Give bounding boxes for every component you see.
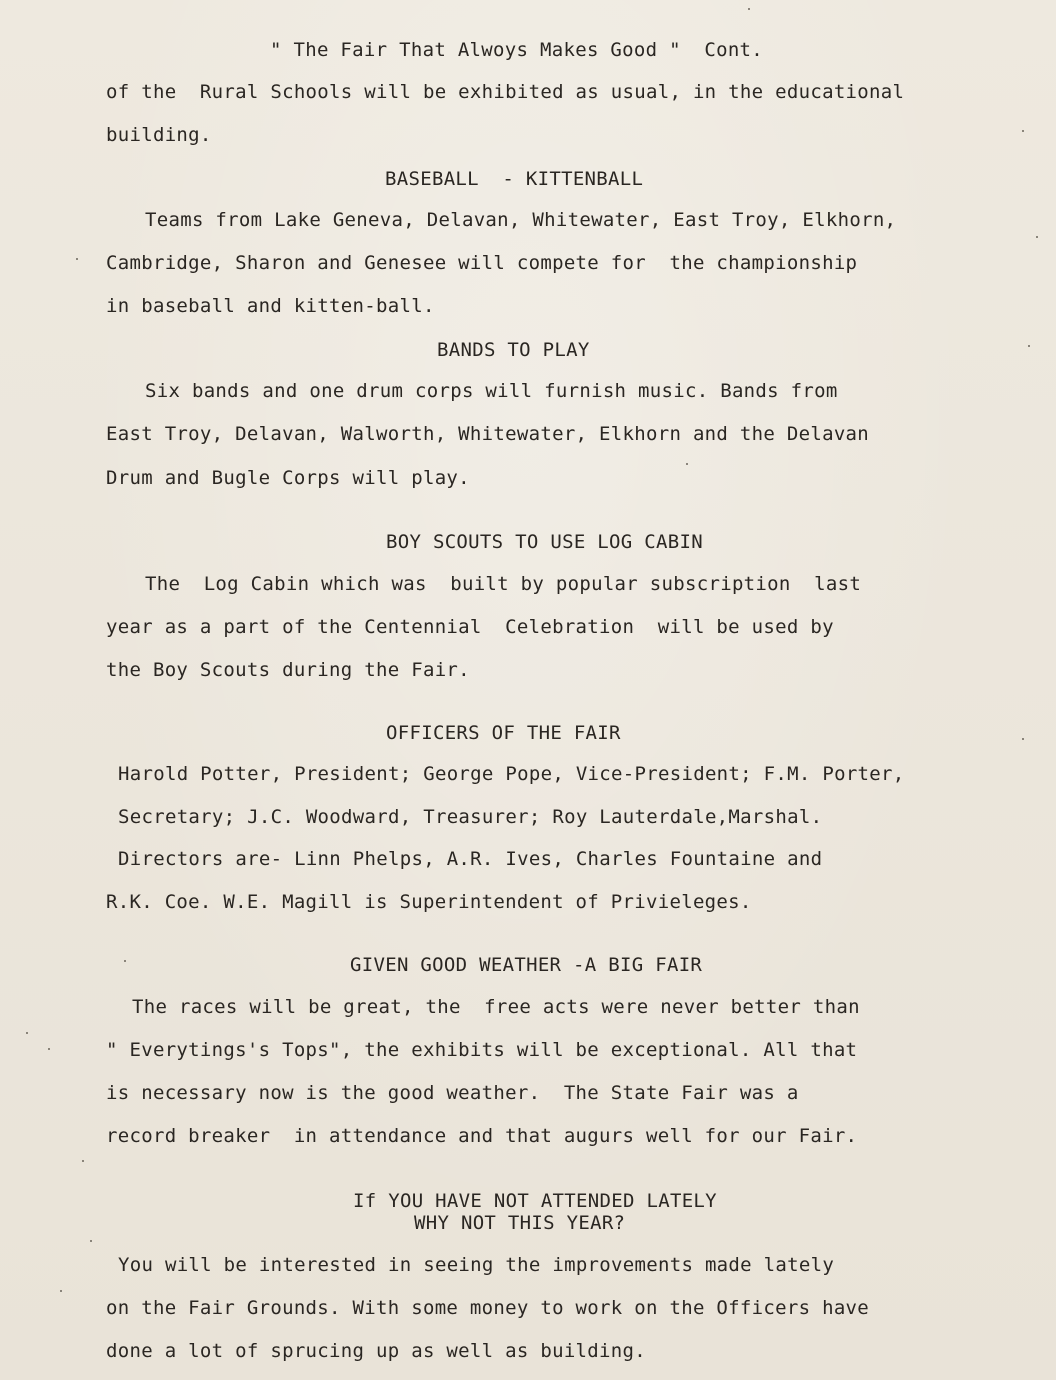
paragraph-line: is necessary now is the good weather. The State Fair was a <box>106 1082 799 1104</box>
paper-speck <box>1022 130 1024 132</box>
section-heading-attend: If YOU HAVE NOT ATTENDED LATELY <box>353 1190 717 1212</box>
paragraph-line: The races will be great, the free acts were never better than <box>132 996 860 1018</box>
paragraph-line: You will be interested in seeing the improvements made lately <box>118 1254 835 1276</box>
paper-speck <box>82 1160 84 1162</box>
paragraph-line: record breaker in attendance and that augurs well for our Fair. <box>106 1125 858 1147</box>
paper-speck <box>1022 738 1024 740</box>
section-heading-weather: GIVEN GOOD WEATHER -A BIG FAIR <box>350 954 703 976</box>
paragraph-line: Cambridge, Sharon and Genesee will compete for the championship <box>106 252 858 274</box>
paragraph-line: done a lot of sprucing up as well as building. <box>106 1340 646 1362</box>
paragraph-line: Drum and Bugle Corps will play. <box>106 467 470 489</box>
paragraph-line: The Log Cabin which was built by popular subscription last <box>145 573 862 595</box>
intro-line: of the Rural Schools will be exhibited as usual, in the educational <box>106 81 905 103</box>
paper-speck <box>1028 345 1030 347</box>
paper-speck <box>60 1290 62 1292</box>
page-header: " The Fair That Alwoys Makes Good " Cont. <box>270 39 764 61</box>
paper-speck <box>90 1240 92 1242</box>
section-heading-attend: WHY NOT THIS YEAR? <box>414 1212 626 1234</box>
paragraph-line: Directors are- Linn Phelps, A.R. Ives, Charles Fountaine and <box>118 848 823 870</box>
paper-speck <box>48 1048 50 1050</box>
paragraph-line: R.K. Coe. W.E. Magill is Superintendent of Privieleges. <box>106 891 752 913</box>
paper-speck <box>1036 236 1038 238</box>
paragraph-line: on the Fair Grounds. With some money to work on the Officers have <box>106 1297 870 1319</box>
paper-speck <box>748 8 750 10</box>
paragraph-line: Teams from Lake Geneva, Delavan, Whitewater, East Troy, Elkhorn, <box>145 209 897 231</box>
paper-speck <box>76 258 78 260</box>
paragraph-line: " Everytings's Tops", the exhibits will be exceptional. All that <box>106 1039 858 1061</box>
paragraph-line: in baseball and kitten-ball. <box>106 295 435 317</box>
section-heading-baseball: BASEBALL - KITTENBALL <box>385 168 644 190</box>
paragraph-line: year as a part of the Centennial Celebration will be used by <box>106 616 834 638</box>
section-heading-bands: BANDS TO PLAY <box>437 339 590 361</box>
paper-speck <box>124 960 126 962</box>
paper-speck <box>686 463 688 465</box>
intro-line: building. <box>106 124 212 146</box>
paragraph-line: Harold Potter, President; George Pope, Vice-President; F.M. Porter, <box>118 763 905 785</box>
paragraph-line: the Boy Scouts during the Fair. <box>106 659 470 681</box>
paragraph-line: Six bands and one drum corps will furnish music. Bands from <box>145 380 838 402</box>
paragraph-line: East Troy, Delavan, Walworth, Whitewater, Elkhorn and the Delavan <box>106 423 870 445</box>
section-heading-boy-scouts: BOY SCOUTS TO USE LOG CABIN <box>386 531 703 553</box>
paper-speck <box>26 1032 28 1034</box>
section-heading-officers: OFFICERS OF THE FAIR <box>386 722 621 744</box>
paragraph-line: Secretary; J.C. Woodward, Treasurer; Roy Lauterdale,Marshal. <box>118 806 823 828</box>
